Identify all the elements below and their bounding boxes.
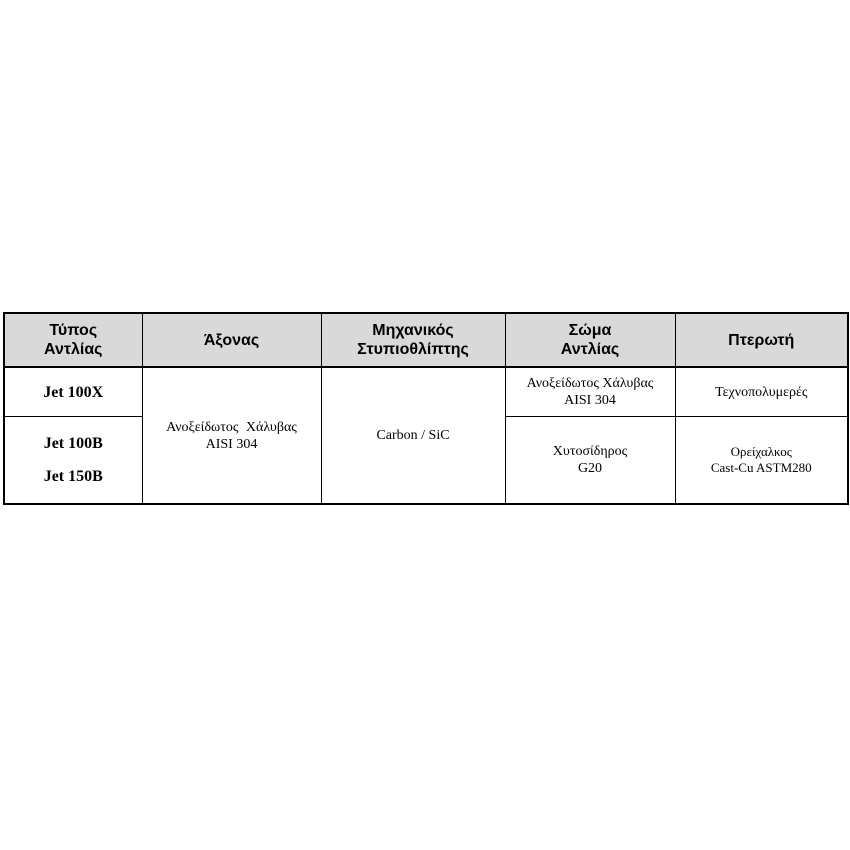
pump-spec-table xyxy=(3,312,849,505)
model-cell: Jet 100B Jet 150B xyxy=(4,417,142,505)
header-pump-type: Τύπος Αντλίας xyxy=(4,313,142,367)
header-mechanical-seal: Μηχανικός Στυπιοθλίπτης xyxy=(321,313,505,367)
shaft-material-cell: Ανοξείδωτος Χάλυβας AISI 304 xyxy=(142,367,321,504)
header-impeller: Πτερωτή xyxy=(675,313,848,367)
impeller-material-cell: Ορείχαλκος Cast-Cu ASTM280 xyxy=(675,417,848,505)
model-cell: Jet 100X xyxy=(4,367,142,417)
body-material-cell: Χυτοσίδηρος G20 xyxy=(505,417,675,505)
header-shaft: Άξονας xyxy=(142,313,321,367)
seal-material-cell: Carbon / SiC xyxy=(321,367,505,504)
impeller-material-cell: Τεχνοπολυμερές xyxy=(675,367,848,417)
table-row xyxy=(4,367,848,417)
header-row xyxy=(4,313,848,367)
header-pump-body: Σώμα Αντλίας xyxy=(505,313,675,367)
body-material-cell: Ανοξείδωτος Χάλυβας AISI 304 xyxy=(505,367,675,417)
